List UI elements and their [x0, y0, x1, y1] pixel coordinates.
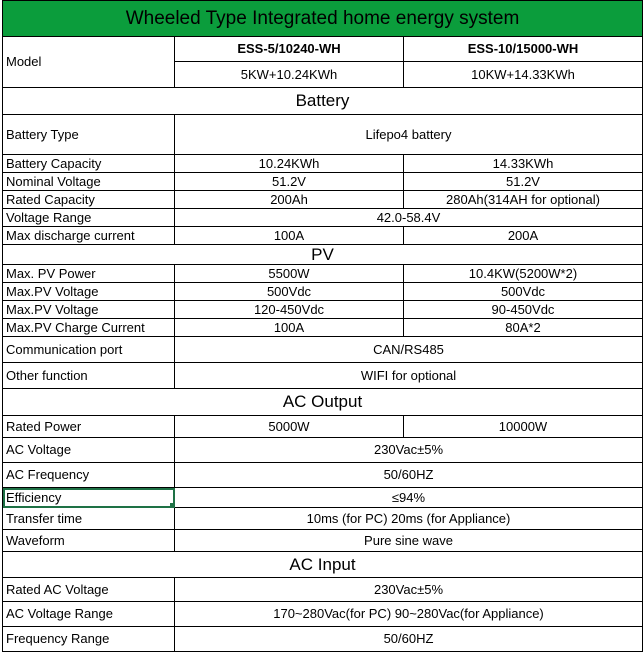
pv-voltage-2[interactable]: 500Vdc: [404, 283, 643, 301]
battery-capacity-label[interactable]: Battery Capacity: [3, 155, 175, 173]
frequency-range-label[interactable]: Frequency Range: [3, 627, 175, 652]
pv-power-2[interactable]: 10.4KW(5200W*2): [404, 265, 643, 283]
pv-voltage-1[interactable]: 500Vdc: [175, 283, 404, 301]
ac-voltage-label[interactable]: AC Voltage: [3, 438, 175, 463]
other-function-label[interactable]: Other function: [3, 363, 175, 389]
model-label[interactable]: Model: [3, 37, 175, 88]
voltage-range-label[interactable]: Voltage Range: [3, 209, 175, 227]
pv-heading[interactable]: PV: [3, 245, 643, 265]
pv-charge-1[interactable]: 100A: [175, 319, 404, 337]
nominal-voltage-2[interactable]: 51.2V: [404, 173, 643, 191]
model-col1-name[interactable]: ESS-5/10240-WH: [175, 37, 404, 62]
max-discharge-1[interactable]: 100A: [175, 227, 404, 245]
battery-type-value[interactable]: Lifepo4 battery: [175, 115, 643, 155]
battery-capacity-2[interactable]: 14.33KWh: [404, 155, 643, 173]
model-col1-spec[interactable]: 5KW+10.24KWh: [175, 62, 404, 88]
ac-frequency-label[interactable]: AC Frequency: [3, 463, 175, 488]
waveform-label[interactable]: Waveform: [3, 530, 175, 552]
frequency-range-value[interactable]: 50/60HZ: [175, 627, 643, 652]
efficiency-label-selected-cell[interactable]: Efficiency: [3, 488, 175, 508]
transfer-time-label[interactable]: Transfer time: [3, 508, 175, 530]
rated-ac-voltage-label[interactable]: Rated AC Voltage: [3, 578, 175, 602]
rated-power-2[interactable]: 10000W: [404, 416, 643, 438]
pv-mppt-2[interactable]: 90-450Vdc: [404, 301, 643, 319]
rated-capacity-label[interactable]: Rated Capacity: [3, 191, 175, 209]
transfer-time-value[interactable]: 10ms (for PC) 20ms (for Appliance): [175, 508, 643, 530]
efficiency-value[interactable]: ≤94%: [175, 488, 643, 508]
ac-input-heading[interactable]: AC Input: [3, 552, 643, 578]
rated-capacity-1[interactable]: 200Ah: [175, 191, 404, 209]
battery-type-label[interactable]: Battery Type: [3, 115, 175, 155]
pv-power-1[interactable]: 5500W: [175, 265, 404, 283]
other-function-value[interactable]: WIFI for optional: [175, 363, 643, 389]
comm-port-value[interactable]: CAN/RS485: [175, 337, 643, 363]
voltage-range-value[interactable]: 42.0-58.4V: [175, 209, 643, 227]
ac-voltage-range-label[interactable]: AC Voltage Range: [3, 602, 175, 627]
ac-voltage-range-value[interactable]: 170~280Vac(for PC) 90~280Vac(for Appliance): [175, 602, 643, 627]
rated-ac-voltage-value[interactable]: 230Vac±5%: [175, 578, 643, 602]
ac-voltage-value[interactable]: 230Vac±5%: [175, 438, 643, 463]
rated-power-1[interactable]: 5000W: [175, 416, 404, 438]
max-discharge-2[interactable]: 200A: [404, 227, 643, 245]
max-discharge-label[interactable]: Max discharge current: [3, 227, 175, 245]
rated-power-label[interactable]: Rated Power: [3, 416, 175, 438]
pv-mppt-label[interactable]: Max.PV Voltage: [3, 301, 175, 319]
comm-port-label[interactable]: Communication port: [3, 337, 175, 363]
nominal-voltage-1[interactable]: 51.2V: [175, 173, 404, 191]
page-title[interactable]: Wheeled Type Integrated home energy system: [3, 1, 643, 37]
rated-capacity-2[interactable]: 280Ah(314AH for optional): [404, 191, 643, 209]
pv-charge-label[interactable]: Max.PV Charge Current: [3, 319, 175, 337]
battery-capacity-1[interactable]: 10.24KWh: [175, 155, 404, 173]
spec-table: [2, 0, 643, 652]
model-col2-name[interactable]: ESS-10/15000-WH: [404, 37, 643, 62]
waveform-value[interactable]: Pure sine wave: [175, 530, 643, 552]
pv-mppt-1[interactable]: 120-450Vdc: [175, 301, 404, 319]
ac-output-heading[interactable]: AC Output: [3, 389, 643, 416]
pv-power-label[interactable]: Max. PV Power: [3, 265, 175, 283]
model-col2-spec[interactable]: 10KW+14.33KWh: [404, 62, 643, 88]
pv-voltage-label[interactable]: Max.PV Voltage: [3, 283, 175, 301]
ac-frequency-value[interactable]: 50/60HZ: [175, 463, 643, 488]
pv-charge-2[interactable]: 80A*2: [404, 319, 643, 337]
nominal-voltage-label[interactable]: Nominal Voltage: [3, 173, 175, 191]
battery-heading[interactable]: Battery: [3, 88, 643, 115]
